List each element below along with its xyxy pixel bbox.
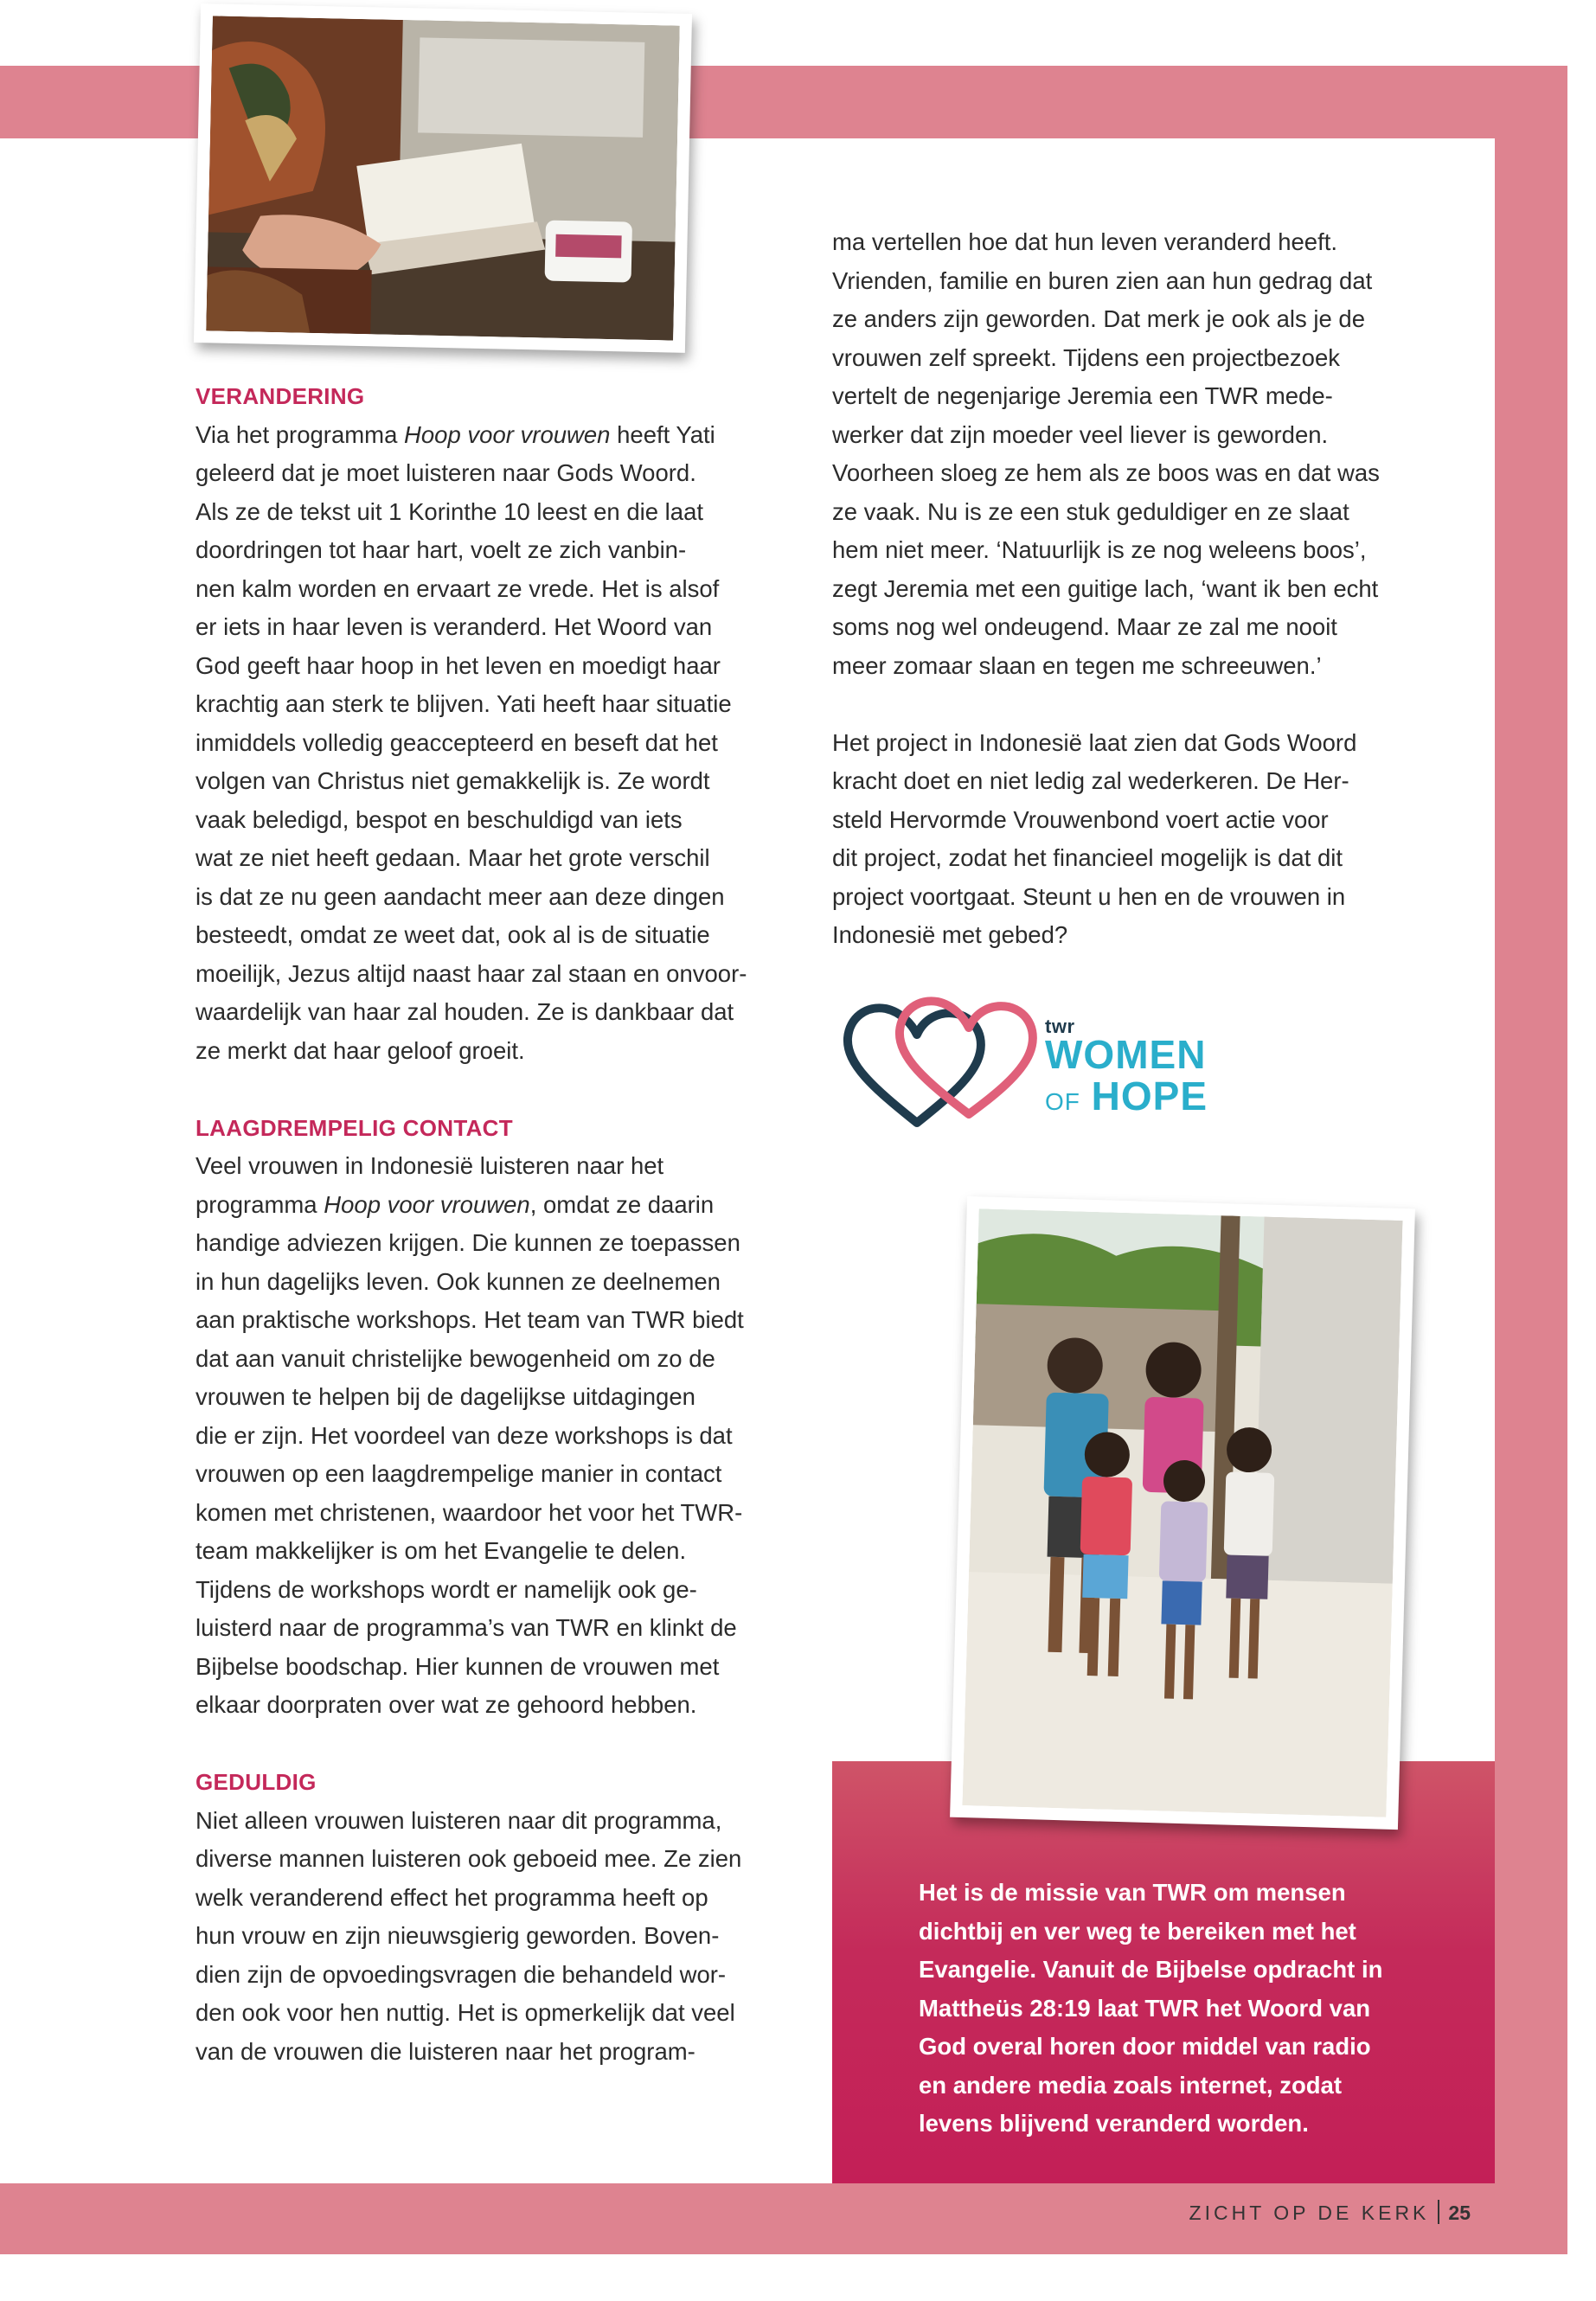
- mission-line: en andere media zoals internet, zodat: [919, 2071, 1343, 2099]
- body-line: Als ze de tekst uit 1 Korinthe 10 leest en die laat: [195, 497, 704, 525]
- heading-verandering: VERANDERING: [195, 383, 365, 409]
- body-line: team makkelijker is om het Evangelie te delen.: [195, 1537, 687, 1564]
- body-line: kracht doet en niet ledig zal wederkeren. De Her-: [832, 767, 1349, 794]
- body-line: dat aan vanuit christelijke bewogenheid om zo de: [195, 1344, 715, 1372]
- body-line: vaak beledigd, bespot en beschuldigd van iets: [195, 805, 683, 833]
- body-line: ze merkt dat haar geloof groeit.: [195, 1036, 525, 1064]
- body-line: Niet alleen vrouwen luisteren naar dit programma,: [195, 1806, 722, 1834]
- body-line: doordringen tot haar hart, voelt ze zich vanbin-: [195, 536, 687, 563]
- body-line: Het project in Indonesië laat zien dat Gods Woord: [832, 728, 1357, 756]
- body-line: den ook voor hen nuttig. Het is opmerkelijk dat veel: [195, 1999, 735, 2026]
- double-heart-icon: [839, 984, 1047, 1140]
- body-line: vrouwen zelf spreekt. Tijdens een projectbezoek: [832, 343, 1340, 371]
- photo-children-icon: [962, 1208, 1402, 1817]
- body-line: Vrienden, familie en buren zien aan hun gedrag dat: [832, 266, 1373, 294]
- body-line: wat ze niet heeft gedaan. Maar het grote verschil: [195, 844, 710, 871]
- body-line: ma vertellen hoe dat hun leven veranderd heeft.: [832, 228, 1337, 255]
- body-line: die er zijn. Het voordeel van deze workshops is dat: [195, 1421, 733, 1449]
- frame-right-band: [1495, 66, 1567, 2254]
- body-line: nen kalm worden en ervaart ze vrede. Het is alsof: [195, 574, 720, 602]
- logo-of-hope-text: [1045, 1074, 1208, 1124]
- mission-text: [919, 1874, 1438, 2144]
- heading-laagdrempelig-contact: LAAGDREMPELIG CONTACT: [195, 1114, 513, 1141]
- body-line: diverse mannen luisteren ook geboeid mee. Ze zien: [195, 1845, 742, 1872]
- logo-of-text: OF: [1045, 1088, 1080, 1115]
- body-line: steld Hervormde Vrouwenbond voert actie voor: [832, 805, 1329, 833]
- women-of-hope-logo: [839, 984, 1220, 1140]
- body-line: dit project, zodat het financieel mogelijk is dat dit: [832, 844, 1343, 871]
- body-line: volgen van Christus niet gemakkelijk is. Ze wordt: [195, 767, 710, 794]
- body-line: Voorheen sloeg ze hem als ze boos was en dat was: [832, 459, 1380, 486]
- photo-children: [950, 1196, 1415, 1830]
- body-line: programma Hoop voor vrouwen, omdat ze daarin: [195, 1190, 715, 1218]
- photo-bible: [194, 3, 692, 353]
- footer-divider: [1438, 2200, 1439, 2224]
- body-line: elkaar doorpraten over wat ze gehoord hebben.: [195, 1691, 697, 1718]
- body-line: krachtig aan sterk te blijven. Yati heeft haar situatie: [195, 690, 732, 717]
- body-line: van de vrouwen die luisteren naar het program-: [195, 2037, 695, 2065]
- body-line: God geeft haar hoop in het leven en moedigt haar: [195, 651, 721, 679]
- body-line: hem niet meer. ‘Natuurlijk is ze nog weleens boos’,: [832, 536, 1367, 563]
- mission-line: Mattheüs 28:19 laat TWR het Woord van: [919, 1994, 1371, 2022]
- mission-line: Het is de missie van TWR om mensen: [919, 1879, 1346, 1906]
- body-line: Indonesië met gebed?: [832, 921, 1068, 948]
- body-line: vertelt de negenjarige Jeremia een TWR mede-: [832, 382, 1333, 409]
- body-line: soms nog wel ondeugend. Maar ze zal me nooit: [832, 613, 1337, 640]
- body-line: dien zijn de opvoedingsvragen die behandeld wor-: [195, 1960, 727, 1988]
- body-line: waardelijk van haar zal houden. Ze is dankbaar dat: [195, 998, 734, 1025]
- body-line: handige adviezen krijgen. Die kunnen ze toepassen: [195, 1229, 740, 1256]
- body-line: Tijdens de workshops wordt er namelijk ook ge-: [195, 1575, 697, 1603]
- body-line: er iets in haar leven is veranderd. Het Woord van: [195, 613, 713, 640]
- body-line: vrouwen op een laagdrempelige manier in contact: [195, 1460, 722, 1487]
- body-line: moeilijk, Jezus altijd naast haar zal staan en onvoor-: [195, 959, 747, 987]
- body-line: welk veranderend effect het programma heeft op: [195, 1883, 708, 1911]
- page-number: 25: [1448, 2202, 1471, 2224]
- body-line: is dat ze nu geen aandacht meer aan deze dingen: [195, 882, 725, 910]
- body-line: Bijbelse boodschap. Hier kunnen de vrouwen met: [195, 1652, 720, 1680]
- body-line: project voortgaat. Steunt u hen en de vrouwen in: [832, 882, 1346, 910]
- page-footer: [1125, 2200, 1471, 2225]
- body-line: ze anders zijn geworden. Dat merk je ook als je de: [832, 305, 1366, 332]
- logo-women-text: WOMEN: [1045, 1032, 1207, 1077]
- logo-hope-word: HOPE: [1091, 1074, 1208, 1118]
- left-column: [195, 377, 801, 2071]
- mission-line: dichtbij en ver weg te bereiken met het: [919, 1917, 1356, 1945]
- body-line: ze vaak. Nu is ze een stuk geduldiger en ze slaat: [832, 497, 1349, 525]
- mission-line: Evangelie. Vanuit de Bijbelse opdracht in: [919, 1956, 1383, 1983]
- mission-line: God overal horen door middel van radio: [919, 2033, 1371, 2060]
- body-line: besteedt, omdat ze weet dat, ook al is de situatie: [195, 921, 710, 948]
- body-line: meer zomaar slaan en tegen me schreeuwen.’: [832, 651, 1322, 679]
- mission-line: levens blijvend veranderd worden.: [919, 2110, 1309, 2137]
- body-line: inmiddels volledig geaccepteerd en beseft dat het: [195, 728, 718, 756]
- body-line: in hun dagelijks leven. Ook kunnen ze deelnemen: [195, 1267, 721, 1295]
- heading-geduldig: GEDULDIG: [195, 1769, 317, 1795]
- body-line: zegt Jeremia met een guitige lach, ‘want ik ben echt: [832, 574, 1379, 602]
- body-line: werker dat zijn moeder veel liever is geworden.: [832, 420, 1329, 448]
- body-line: hun vrouw en zijn nieuwsgierig geworden. Boven-: [195, 1922, 720, 1949]
- body-line: komen met christenen, waardoor het voor het TWR-: [195, 1498, 743, 1526]
- photo-bible-icon: [206, 16, 680, 340]
- body-line: vrouwen te helpen bij de dagelijkse uitdagingen: [195, 1383, 695, 1410]
- logo-twr-text: twr: [1045, 1016, 1075, 1037]
- body-line: luisterd naar de programma’s van TWR en klinkt de: [195, 1614, 737, 1641]
- body-line: Via het programma Hoop voor vrouwen heeft Yati: [195, 420, 715, 448]
- body-line: Veel vrouwen in Indonesië luisteren naar het: [195, 1152, 664, 1179]
- right-column: [832, 223, 1438, 955]
- body-line: geleerd dat je moet luisteren naar Gods Woord.: [195, 459, 696, 486]
- magazine-title: ZICHT OP DE KERK: [1189, 2202, 1430, 2224]
- body-line: aan praktische workshops. Het team van TWR biedt: [195, 1306, 744, 1333]
